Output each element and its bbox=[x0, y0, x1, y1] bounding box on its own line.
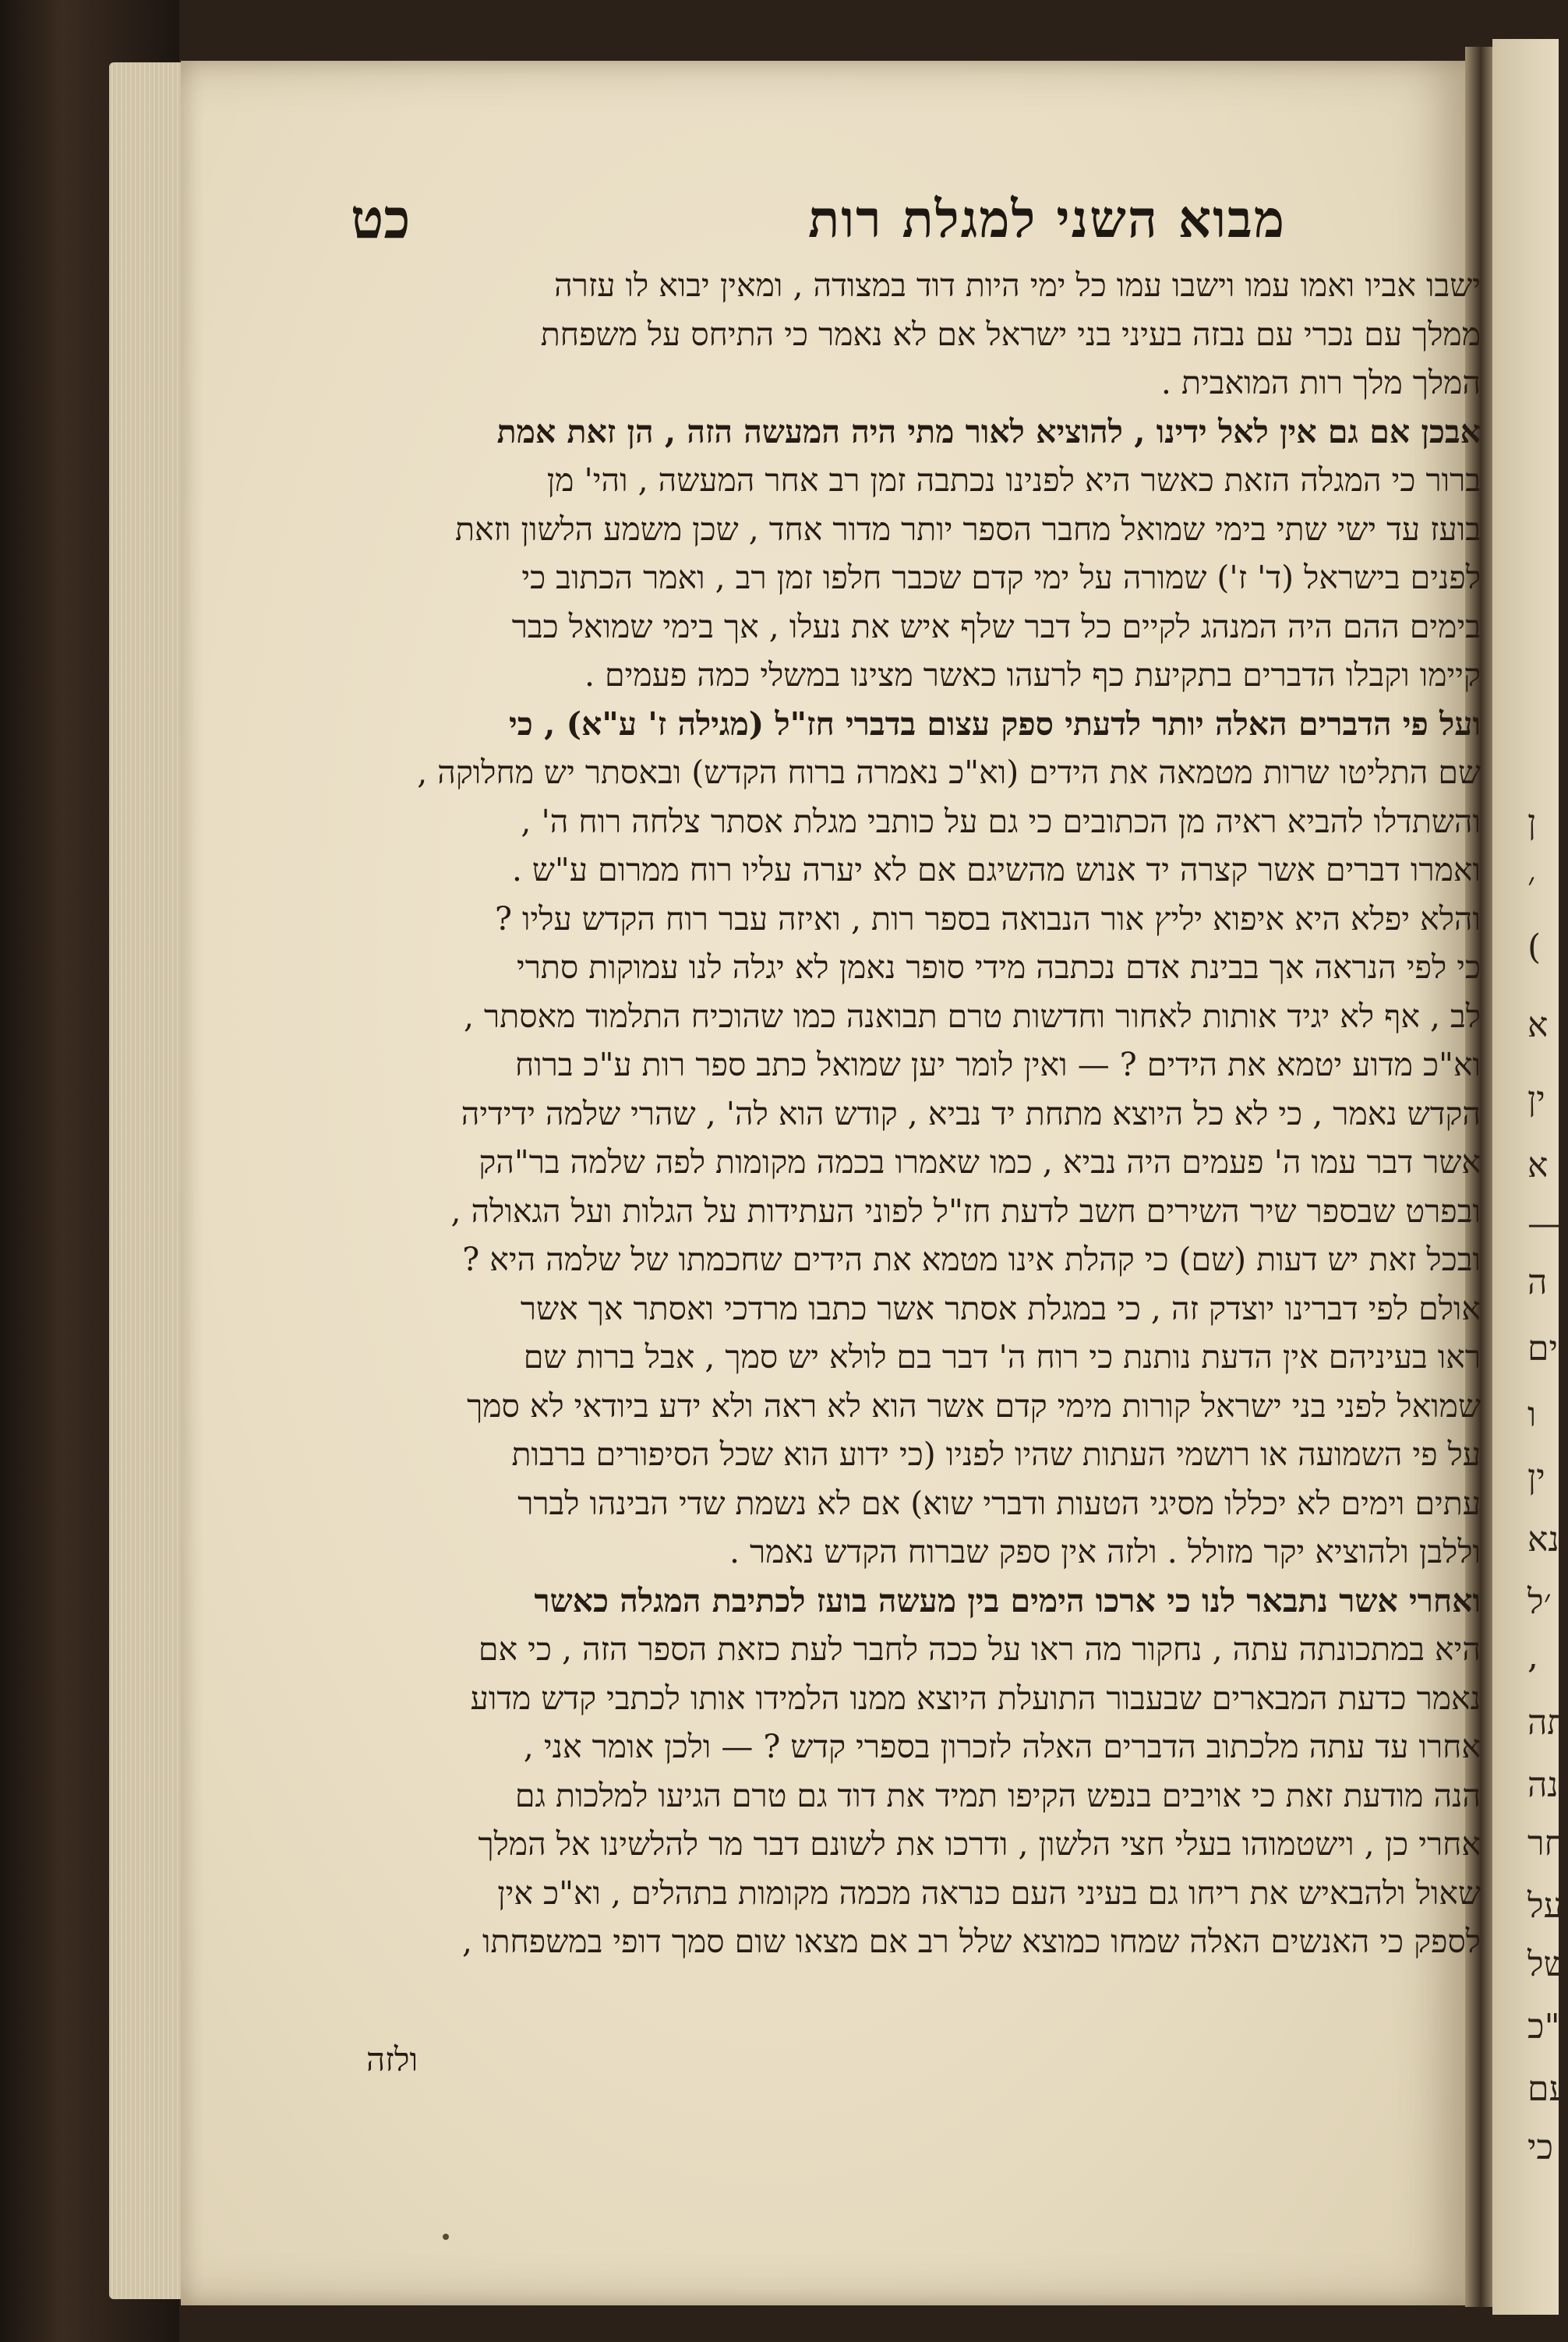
text-line: ברור כי המגלה הזאת כאשר היא לפנינו נכתבה זמן רב אחר המעשה , והי' מן bbox=[546, 461, 1481, 499]
text-line: וא"כ מדוע יטמא את הידים ? — ואין לומר יען שמואל כתב ספר רות ע"כ ברוח bbox=[514, 1046, 1481, 1083]
next-page-glyph: ה bbox=[1527, 1263, 1548, 1302]
text-line: על פי השמועה או רושמי העתות שהיו לפניו (כי ידוע הוא שכל הסיפורים ברבות bbox=[511, 1436, 1481, 1473]
next-page-glyph: — bbox=[1527, 1204, 1562, 1244]
next-page-edge bbox=[1492, 39, 1568, 2315]
next-page-glyph: ׳ל bbox=[1527, 1582, 1552, 1622]
text-line: שאול ולהבאיש את ריחו גם בעיני העם כנראה מכמה מקומות בתהלים , וא"כ אין bbox=[497, 1874, 1481, 1912]
next-page-glyph: חר bbox=[1527, 1824, 1565, 1863]
text-line: לפנים בישראל (ד' ז') שמורה על ימי קדם שכבר חלפו זמן רב , ואמר הכתוב כי bbox=[521, 559, 1481, 596]
text-line: כי לפי הנראה אך בבינת אדם נכתבה מידי סופר נאמן לא יגלה לנו עמוקות סתרי bbox=[516, 948, 1481, 986]
text-line: ועל פי הדברים האלה יותר לדעתי ספק עצום בדברי חז"ל (מגילה ז' ע"א) , כי bbox=[509, 705, 1481, 743]
text-line: לב , אף לא יגיד אותות לאחור וחדשות טרם תבואנה כמו שהוכיח התלמוד מאסתר , bbox=[463, 997, 1481, 1035]
next-page-glyph: עם bbox=[1527, 2069, 1568, 2109]
next-page-glyph: של bbox=[1527, 1945, 1568, 1984]
text-line: נאמר כדעת המבארים שבעבור התועלת היוצא ממנו הלמידו אותו לכתבי קדש מדוע bbox=[470, 1679, 1481, 1717]
text-line: ואמרו דברים אשר קצרה יד אנוש מהשיגם אם לא יערה עליו רוח ממרום ע"ש . bbox=[511, 851, 1481, 888]
text-line: ישבו אביו ואמו עמו וישבו עמו כל ימי היות דוד במצודה , ומאין יבוא לו עזרה bbox=[554, 267, 1481, 304]
text-line: בימים ההם היה המנהג לקיים כל דבר שלף איש את נעלו , אך בימי שמואל כבר bbox=[511, 607, 1481, 645]
text-line: הקדש נאמר , כי לא כל היוצא מתחת יד נביא , קודש הוא לה' , שהרי שלמה ידידיה bbox=[461, 1094, 1481, 1132]
next-page-glyph: א bbox=[1527, 1146, 1549, 1185]
text-line: היא במתכונתה עתה , נחקור מה ראו על ככה לחבר לעת כזאת הספר הזה , כי אם bbox=[478, 1630, 1481, 1668]
text-line: אחרו עד עתה מלכתוב הדברים האלה לזכרון בספרי קדש ? — ולכן אומר אני , bbox=[523, 1728, 1481, 1765]
text-line: אחרי כן , וישטמוהו בעלי חצי הלשון , ודרכו את לשונם דבר מר להלשינו אל המלך bbox=[478, 1825, 1481, 1863]
page-edges bbox=[109, 62, 183, 2299]
ink-speck bbox=[443, 2234, 449, 2240]
next-page-glyph: "כ bbox=[1527, 2007, 1560, 2047]
text-line: ראו בעיניהם אין הדעת נותנת כי רוח ה' דבר בם לולא יש סמך , אבל ברות שם bbox=[523, 1338, 1481, 1376]
text-line: קיימו וקבלו הדברים בתקיעת כף לרעהו כאשר מצינו במשלי כמה פעמים . bbox=[584, 656, 1481, 694]
text-line: עתים וימים לא יכללו מסיגי הטעות ודברי שוא) אם לא נשמת שדי הבינהו לברר bbox=[517, 1484, 1481, 1522]
next-page-glyph: כי bbox=[1527, 2128, 1554, 2167]
catchword: ולזה bbox=[366, 2040, 418, 2079]
text-line: והלא יפלא היא איפוא יליץ אור הנבואה בספר רות , ואיזה עבר רוח הקדש עליו ? bbox=[495, 899, 1481, 938]
text-line: אשר דבר עמו ה' פעמים היה נביא , כמו שאמרו בכמה מקומות לפה שלמה בר"הק bbox=[479, 1143, 1481, 1181]
text-line: המלך מלך רות המואבית . bbox=[1160, 364, 1481, 401]
text-line: ממלך עם נכרי עם נבזה בעיני בני ישראל אם לא נאמר כי התיחס על משפחת bbox=[540, 315, 1481, 353]
page-header bbox=[351, 184, 1286, 254]
next-page-glyph: ים bbox=[1527, 1329, 1558, 1369]
next-page-glyph: א bbox=[1527, 1005, 1549, 1045]
page-number: כט bbox=[351, 186, 411, 251]
text-line: שם התליטו שרות מטמאה את הידים (וא"כ נאמרה ברוח הקדש) ובאסתר יש מחלוקה , bbox=[417, 754, 1481, 791]
running-title: מבוא השני למגלת רות bbox=[807, 188, 1286, 249]
next-page-glyph: ן bbox=[1527, 803, 1537, 842]
text-line: ובכל זאת יש דעות (שם) כי קהלת אינו מטמא את הידים שחכמתו של שלמה היא ? bbox=[462, 1241, 1481, 1278]
next-page-glyph: ין bbox=[1527, 1457, 1545, 1497]
text-line: בועז עד ישי שתי בימי שמואל מחבר הספר יותר מדור אחד , שכן משמע הלשון וזאת bbox=[454, 510, 1481, 548]
next-page-glyph: , bbox=[1527, 1637, 1538, 1676]
next-page-glyph: על bbox=[1527, 1886, 1563, 1926]
next-page-glyph: ) bbox=[1527, 927, 1542, 967]
text-line: שמואל לפני בני ישראל קורות מימי קדם אשר הוא לא ראה ולא ידע ביודאי לא סמך bbox=[467, 1386, 1481, 1425]
next-page-glyph: נה bbox=[1527, 1765, 1559, 1805]
next-page-glyph: ו bbox=[1527, 1395, 1537, 1435]
text-line: ובפרט שבספר שיר השירים חשב לדעת חז"ל לפוני העתידות על הגלות ועל הגאולה , bbox=[450, 1192, 1481, 1230]
next-page-glyph: ין bbox=[1527, 1079, 1545, 1119]
text-line: אולם לפי דברינו יוצדק זה , כי במגלת אסתר אשר כתבו מרדכי ואסתר אך אשר bbox=[520, 1289, 1481, 1327]
text-line: הנה מודעת זאת כי אויבים בנפש הקיפו תמיד את דוד גם טרם הגיעו למלכות גם bbox=[514, 1776, 1481, 1814]
body-text bbox=[351, 261, 1481, 1966]
text-line: אבכן אם גם אין לאל ידינו , להוציא לאור מתי היה המעשה הזה , הן זאת אמת bbox=[496, 412, 1481, 450]
text-line: לספק כי האנשים האלה שמחו כמוצא שלל רב אם מצאו שום סמך דופי במשפחתו , bbox=[461, 1923, 1481, 1960]
text-line: והשתדלו להביא ראיה מן הכתובים כי גם על כותבי מגלת אסתר צלחה רוח ה' , bbox=[521, 802, 1481, 840]
text-line: ואחרי אשר נתבאר לנו כי ארכו הימים בין מעשה בועז לכתיבת המגלה כאשר bbox=[534, 1581, 1481, 1620]
next-page-glyph: נא bbox=[1527, 1520, 1559, 1560]
next-page-glyph: תה bbox=[1527, 1703, 1568, 1743]
next-page-glyph: ׳ bbox=[1527, 865, 1536, 905]
text-line: וללבן ולהוציא יקר מזולל . ולזה אין ספק שברוח הקדש נאמר . bbox=[729, 1533, 1481, 1570]
